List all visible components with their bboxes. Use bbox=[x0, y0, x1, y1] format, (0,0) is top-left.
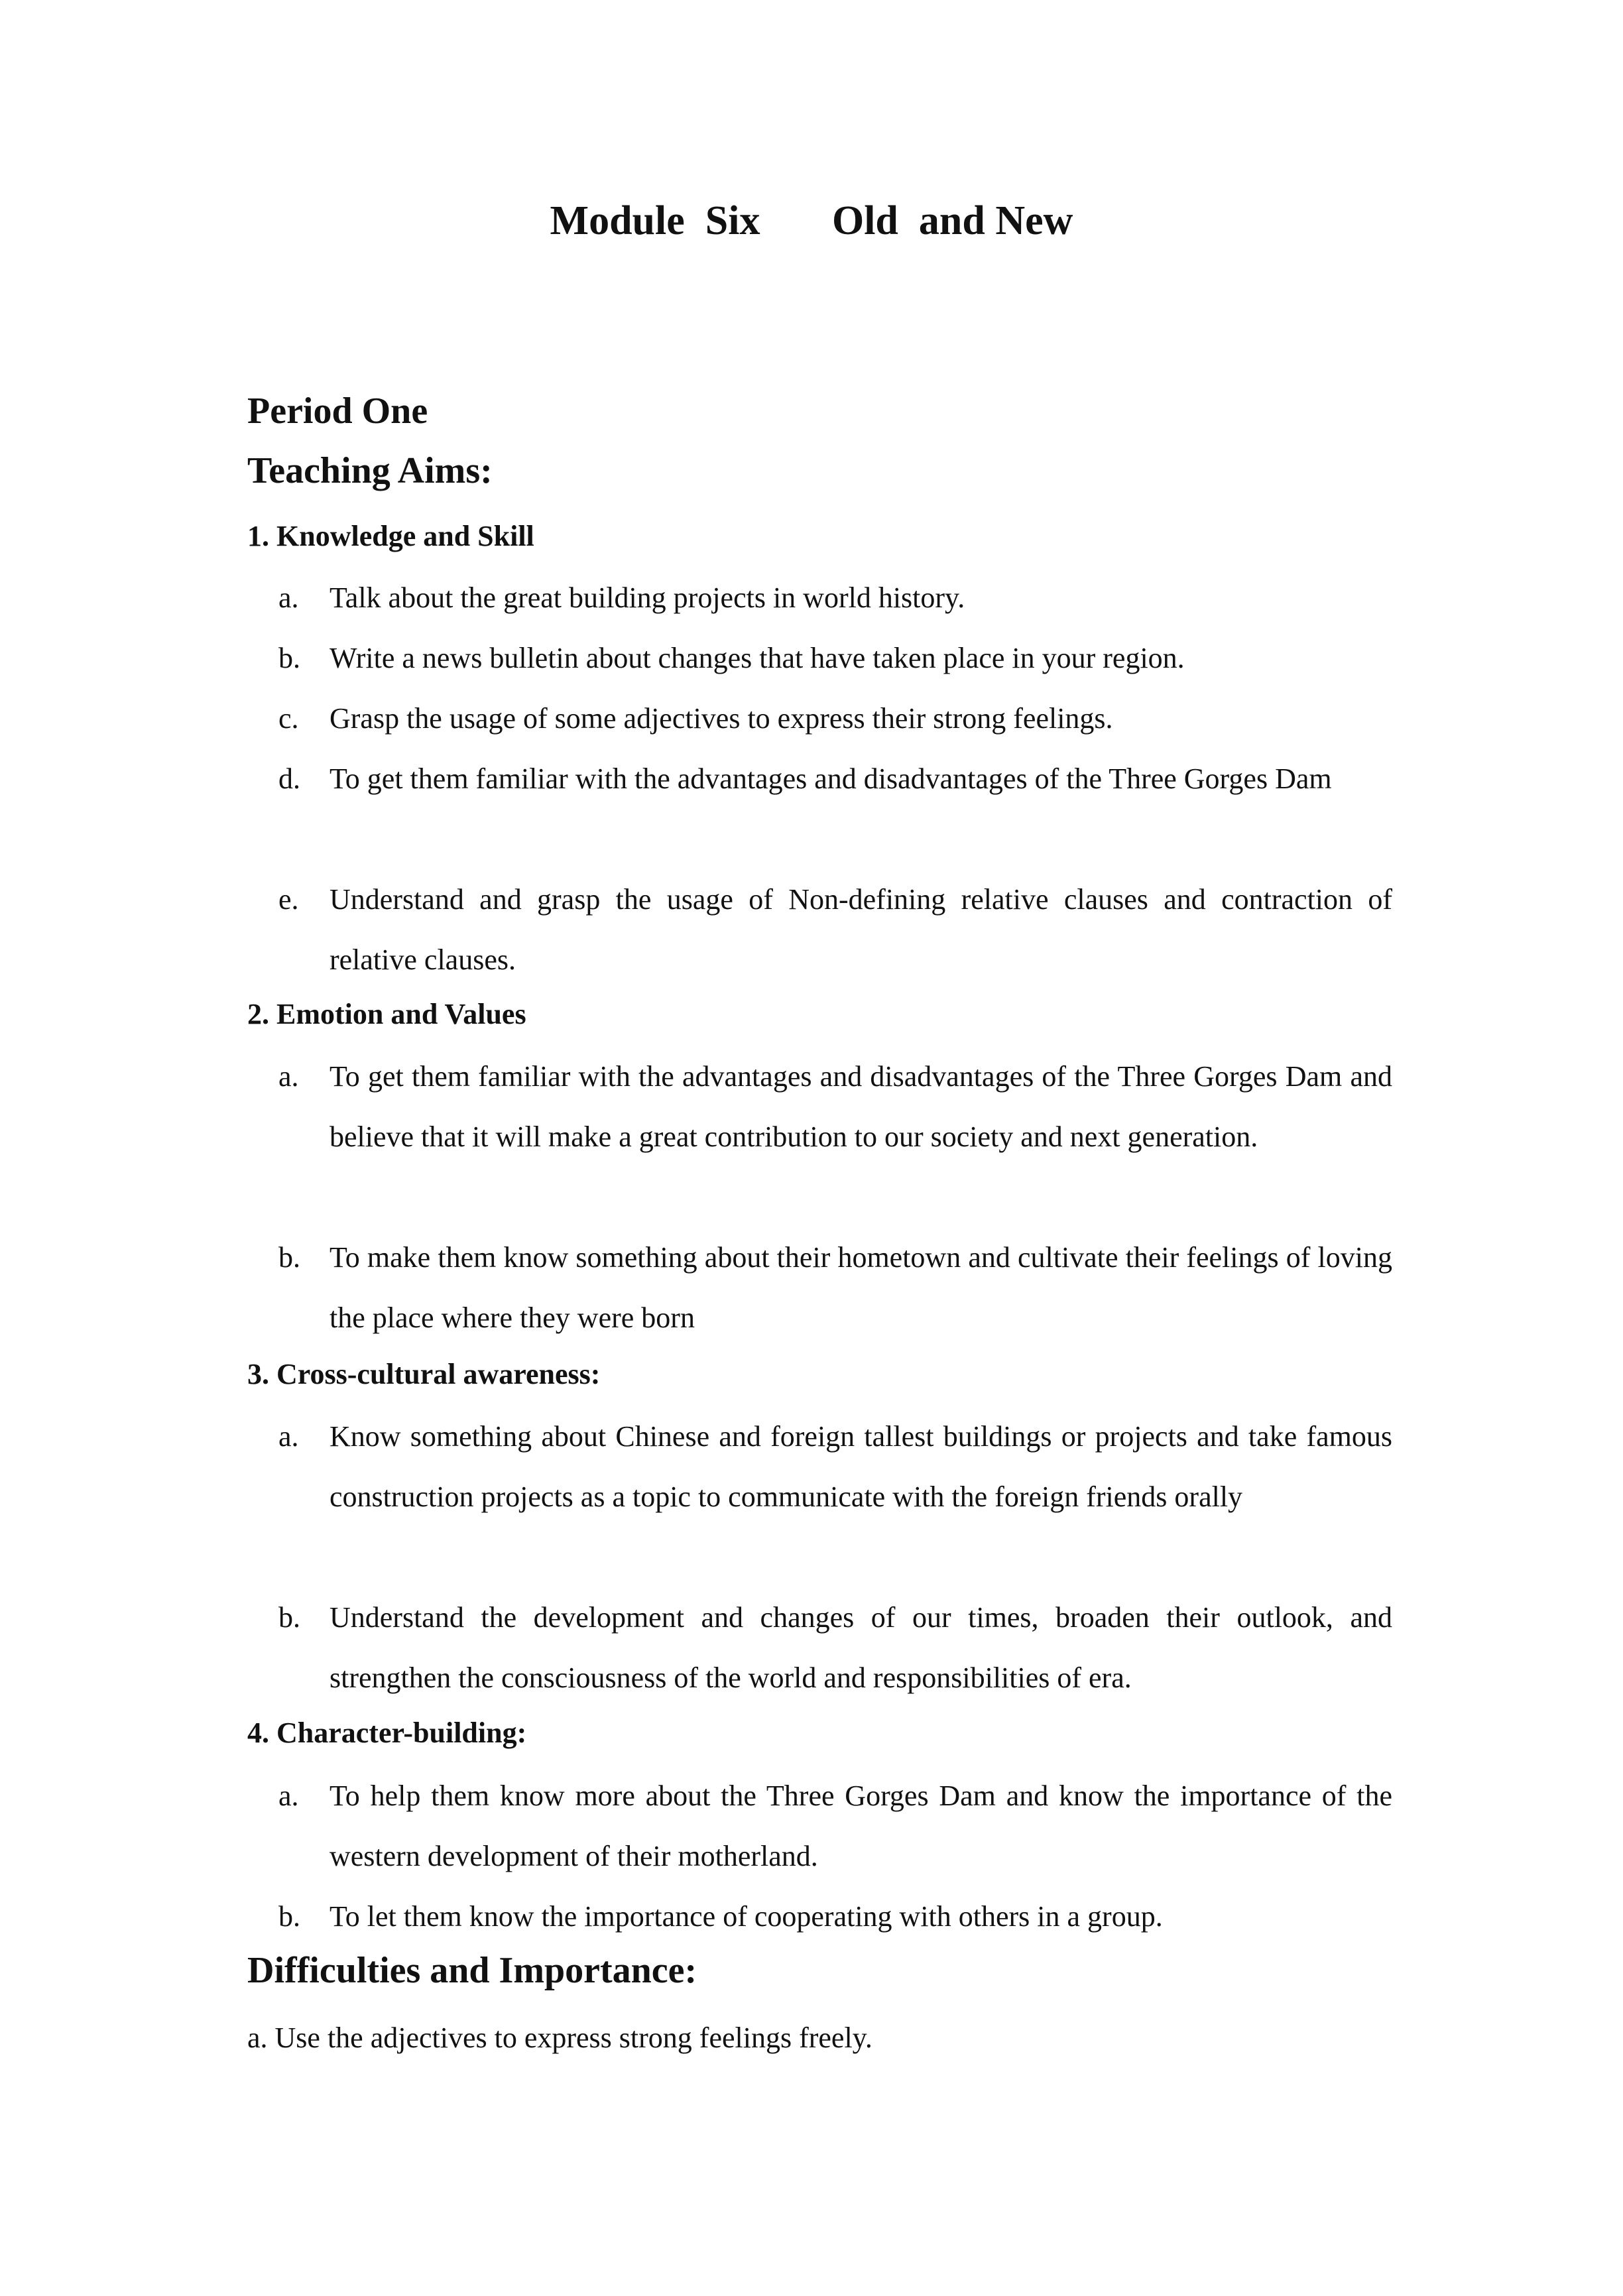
list-marker: b. bbox=[278, 1601, 300, 1634]
section-heading-emotion: 2. Emotion and Values bbox=[247, 998, 526, 1030]
list-item-text: Talk about the great building projects in world history. bbox=[330, 581, 965, 614]
list-item bbox=[278, 628, 1392, 688]
list-marker: a. bbox=[278, 1420, 299, 1453]
list-item bbox=[278, 749, 1392, 809]
list-item bbox=[278, 1227, 1392, 1348]
list-item-text: To get them familiar with the advantages and disadvantages of the Three Gorges Dam bbox=[330, 762, 1332, 795]
page-title: Module Six Old and New bbox=[550, 198, 1073, 243]
list-marker: a. bbox=[278, 1060, 299, 1093]
list-item-text: To make them know something about their hometown and cultivate their feelings of loving the place where they were born bbox=[330, 1241, 1392, 1334]
list-item bbox=[278, 1886, 1392, 1947]
list-item bbox=[278, 1046, 1392, 1167]
section-heading-knowledge: 1. Knowledge and Skill bbox=[247, 520, 534, 552]
period-heading: Period One bbox=[247, 391, 428, 432]
list-marker: c. bbox=[278, 702, 299, 735]
list-item bbox=[278, 568, 1392, 628]
list-marker: d. bbox=[278, 762, 300, 795]
list-marker: b. bbox=[278, 1900, 300, 1933]
list-marker: e. bbox=[278, 883, 299, 916]
difficulty-item: a. Use the adjectives to express strong feelings freely. bbox=[247, 2022, 872, 2054]
list-marker: a. bbox=[278, 581, 299, 614]
list-item bbox=[278, 869, 1392, 990]
list-marker: b. bbox=[278, 1241, 300, 1274]
list-item-text: Understand the development and changes of our times, broaden their outlook, and strengthen the consciousness of the world and responsibilities of era. bbox=[330, 1601, 1392, 1694]
list-item bbox=[278, 1406, 1392, 1527]
list-item-text: Write a news bulletin about changes that have taken place in your region. bbox=[330, 642, 1185, 674]
difficulties-heading: Difficulties and Importance: bbox=[247, 1950, 697, 1991]
list-marker: b. bbox=[278, 642, 300, 674]
list-item bbox=[278, 688, 1392, 749]
section-heading-character: 4. Character-building: bbox=[247, 1717, 527, 1749]
list-item-text: To get them familiar with the advantages and disadvantages of the Three Gorges Dam and believe that it will make a great contribution to our society and next generation. bbox=[330, 1060, 1392, 1153]
list-marker: a. bbox=[278, 1780, 299, 1812]
teaching-aims-heading: Teaching Aims: bbox=[247, 450, 493, 491]
list-item-text: To let them know the importance of cooperating with others in a group. bbox=[330, 1900, 1163, 1933]
section-heading-cross-cultural: 3. Cross-cultural awareness: bbox=[247, 1358, 601, 1390]
list-item-text: Grasp the usage of some adjectives to express their strong feelings. bbox=[330, 702, 1113, 735]
list-item-text: To help them know more about the Three Gorges Dam and know the importance of the western development of their motherland. bbox=[330, 1780, 1392, 1872]
list-item bbox=[278, 1587, 1392, 1708]
list-item bbox=[278, 1766, 1392, 1886]
list-item-text: Understand and grasp the usage of Non-defining relative clauses and contraction of relative clauses. bbox=[330, 883, 1392, 976]
list-item-text: Know something about Chinese and foreign tallest buildings or projects and take famous construction projects as a topic to communicate with the foreign friends orally bbox=[330, 1420, 1392, 1513]
